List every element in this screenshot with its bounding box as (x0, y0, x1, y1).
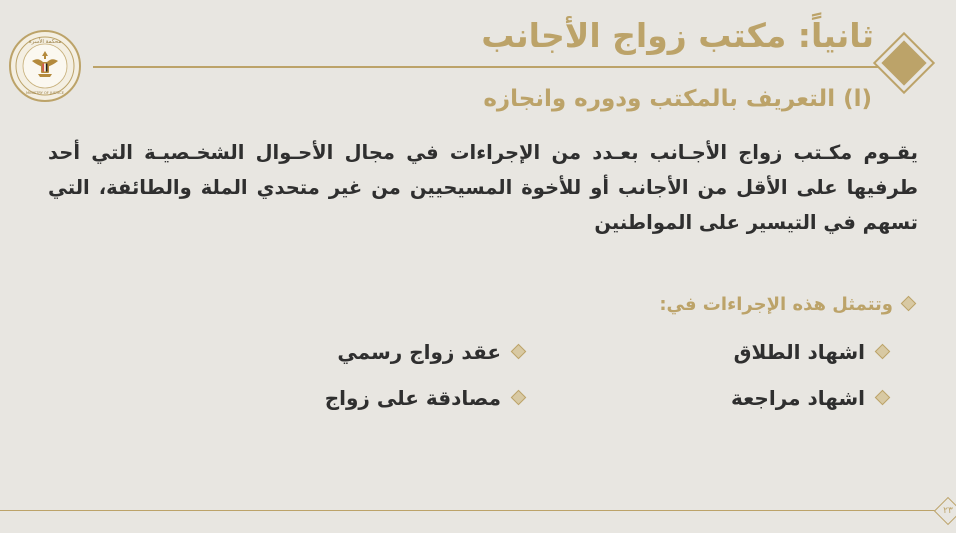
list-item-label: مصادقة على زواج (324, 386, 501, 410)
logo-top-text: محكمة الأسرة (28, 39, 62, 45)
list-item-label: اشهاد الطلاق (733, 340, 865, 364)
diamond-bullet-icon (511, 390, 527, 406)
list-intro (659, 290, 914, 320)
list-item (734, 336, 888, 368)
diamond-bullet-icon (901, 295, 917, 311)
diamond-bullet-icon (875, 390, 891, 406)
diamond-bullet-icon (511, 344, 527, 360)
list-item (325, 382, 524, 414)
list-item-label: اشهاد مراجعة (731, 386, 865, 410)
ministry-logo (8, 29, 82, 103)
list-intro-label: وتتمثل هذه الإجراءات في: (659, 294, 893, 315)
footer-divider (0, 510, 938, 511)
logo-bottom-text: MINISTRY OF JUSTICE (25, 91, 65, 95)
diamond-bullet-icon (875, 344, 891, 360)
page-number: ٢٣ (943, 506, 953, 516)
page-title: ثانياً: مكتب زواج الأجانب (481, 16, 874, 55)
list-item-label: عقد زواج رسمي (337, 340, 501, 364)
list-item (731, 382, 888, 414)
description-paragraph: يقـوم مكـتب زواج الأجـانب بعـدد من الإجراءات في مجال الأحـوال الشخـصيـة التي أحد طرفيها على الأقل من الأجانب أو للأخوة المسيحيين من غير متحدي الملة والطائفة، التي تسهم في التيسير على المواطنين (48, 141, 918, 234)
list-item (337, 336, 524, 368)
title-divider (93, 66, 878, 68)
section-subtitle: (ا) التعريف بالمكتب ودوره وانجازه (483, 86, 872, 112)
